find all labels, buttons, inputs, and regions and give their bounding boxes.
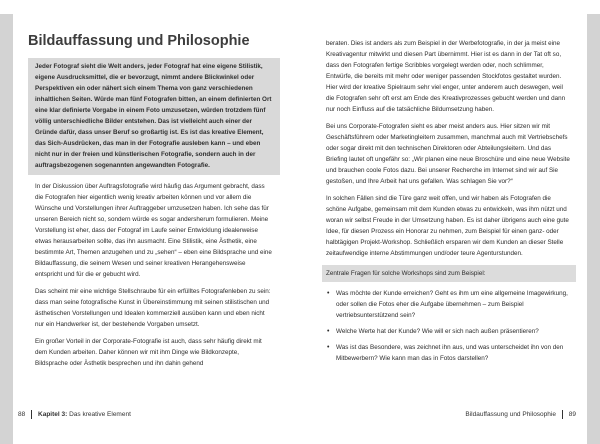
footer-divider — [31, 410, 32, 419]
list-item-text: Welche Werte hat der Kunde? Wie will er sich nach außen präsentieren? — [336, 328, 539, 335]
footer-divider — [562, 410, 563, 419]
list-item-text: Was möchte der Kunde erreichen? Geht es ihm um eine allgemeine Imagewirkung, oder sollen die Fotos eher die Aufgabe übernehmen – zum Beispiel vertriebsunterstützend sein? — [336, 290, 568, 319]
running-title: Bildauffassung und Philosophie — [465, 411, 556, 419]
bullet-icon: • — [327, 290, 330, 297]
right-page-content — [322, 38, 576, 369]
body-paragraph: beraten. Dies ist anders als zum Beispiel in der Werbefotografie, in der ja meist eine Kreativagentur mitwirkt und diesen Part übernimmt. Hier ist es dann in der Tat oft so, dass den Fotografen fertige Scribbles vorgelegt werden oder, noch schlimmer, Entwürfe, die bereits mit mehr oder weniger passenden Stockfotos gestaltet wurden. Hier wird der kreative Spielraum sehr viel enger, unter anderem auch deswegen, weil die Fotografen sehr oft erst am Ende des Kreativprozesses gebucht werden und dann nur noch Einfluss auf die tatsächliche Bildumsetzung haben. — [326, 40, 566, 113]
left-page-content — [28, 32, 280, 375]
list-intro: Zentrale Fragen für solche Workshops sind zum Beispiel: — [326, 270, 486, 277]
body-paragraph: In der Diskussion über Auftragsfotografie wird häufig das Argument gebracht, dass die Fotografen hier eigentlich wenig kreativ arbeiten können und vor allem die Wünsche und Vorstellungen ihrer Auftraggeber umzusetzen haben. Ich sehe das für unseren Bereich nicht so, sondern würde es sogar andersherum formulieren. Meine Vorstellung ist eher, dass der Fotograf im Laufe seiner Entwicklung idealerweise etwas herausarbeiten sollte, das ihn ausmacht. Eine Stilistik, eine Ästhetik, eine bestimmte Art, Themen anzugehen und zu „sehen“ – eben eine Bildsprache und eine Bildauffassung, die seinem Wesen und seiner kreativen Herangehensweise entspricht und für die er gebucht wird. — [35, 183, 272, 278]
chapter-label: Kapitel 3: — [38, 411, 68, 419]
body-paragraph: Bei uns Corporate-Fotografen sieht es aber meist anders aus. Hier sitzen wir mit Geschäftsführern oder Marketingleitern zusammen, manchmal auch mit Vertriebschefs oder sogar direkt mit den technischen Direktoren oder Abteilungsleitern. Und das Briefing lautet oft ungefähr so: „Wir planen eine neue Broschüre und eine neue Website und brauchen coole Fotos dazu. Bei unserer Recherche im Internet sind wir auf Sie gestoßen, und Ihre Arbeit hat uns gefallen. Was schlagen Sie vor?“ — [326, 123, 570, 185]
right-page — [300, 0, 600, 444]
bullet-icon: • — [327, 344, 330, 351]
workshop-questions-list — [322, 288, 576, 364]
body-paragraph: Ein großer Vorteil in der Corporate-Fotografie ist auch, dass sehr häufig direkt mit dem Kunden arbeiten. Daher können wir mit ihm Dinge wie Bildkonzepte, Bildsprache oder Ästhetik besprechen und ihn dahin gehend — [35, 338, 262, 367]
section-heading: Bildauffassung und Philosophie — [28, 33, 250, 49]
body-paragraph: In solchen Fällen sind die Türe ganz weit offen, und wir haben als Fotografen die schöne Aufgabe, gemeinsam mit dem Kunden etwas zu entwickeln, was ihm nützt und woran wir selbst Freude in der Umsetzung haben. Es ist daher übrigens auch eine gute Idee, für diesen Prozess ein Honorar zu nehmen, zum Beispiel für einen ganz- oder halbtägigen Projekt-Workshop. Schließlich ersparen wir dem Kunden an dieser Stelle zeitaufwendige interne Abstimmungen und/oder teure Agenturstunden. — [326, 195, 569, 257]
right-page-margin-bar — [587, 14, 600, 444]
right-page-footer — [322, 410, 576, 420]
page-number: 89 — [568, 411, 576, 419]
left-page-footer — [18, 410, 288, 420]
list-item — [326, 326, 572, 337]
left-page-margin-bar — [0, 14, 13, 444]
page-number: 88 — [18, 411, 26, 419]
workshop-questions-box — [322, 265, 576, 282]
chapter-title: Das kreative Element — [69, 411, 131, 419]
list-item-text: Was ist das Besondere, was zeichnet ihn aus, und was unterscheidet ihn von den Mitbewerbern? Wie kann man das in Fotos darstellen? — [336, 344, 564, 362]
list-item — [326, 342, 572, 364]
body-paragraph: Das scheint mir eine wichtige Stellschraube für ein erfülltes Fotografenleben zu sein: dass man seine fotografische Kunst in Übereinstimmung mit seinen stilistischen und ästhetischen Vorstellungen und Idealen kommerziell ausüben kann und eben nicht nur ein Handwerker ist, der bestehende Vorgaben umsetzt. — [35, 288, 271, 328]
bullet-icon: • — [327, 328, 330, 335]
list-item — [326, 288, 572, 321]
intro-box: Jeder Fotograf sieht die Welt anders, jeder Fotograf hat eine eigene Stilistik, eigene Ausdrucksmittel, die er bevorzugt, nimmt andere Blickwinkel oder Perspektiven ein oder nähert sich einem Thema von ganz verschiedenen inhaltlichen Seiten. Würde man fünf Fotografen bitten, an einem definierten Ort eine klar definierte Vorgabe in einem Foto umzusetzen, würden trotzdem fünf völlig unterschiedliche Bilder entstehen. Das ist vielleicht auch einer der Gründe dafür, dass unser Beruf so großartig ist. Es ist das kreative Element, das Sich-Ausdrücken, das man in der Fotografie ausleben kann – und eben nicht nur in der freien und künstlerischen Fotografie, sondern auch in der auftragsbezogenen sogenannten angewandten Fotografie. — [28, 58, 280, 175]
